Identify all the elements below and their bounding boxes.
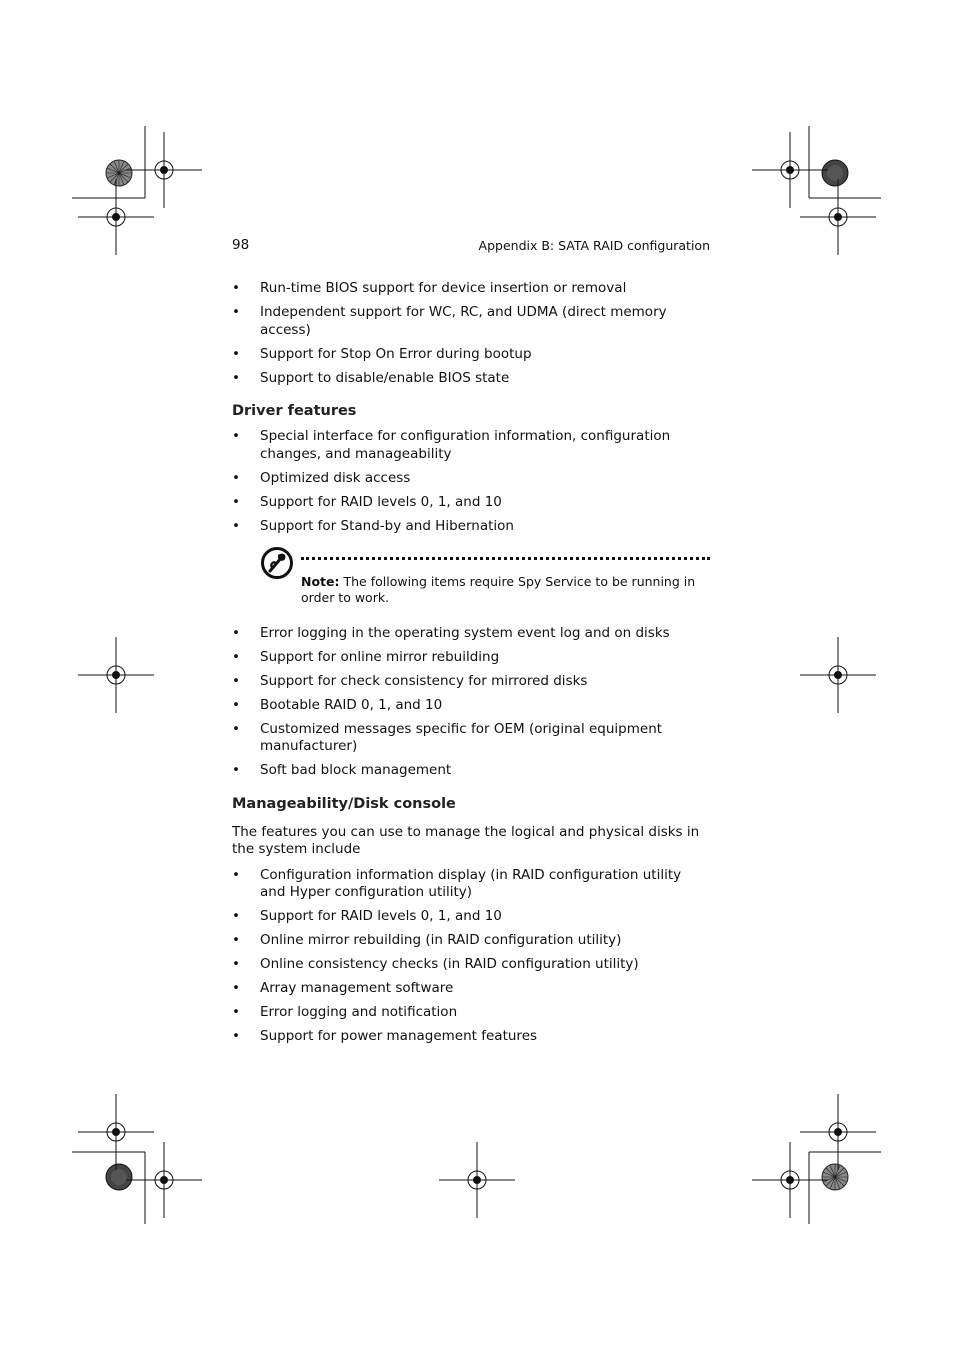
list-item: • Support for RAID levels 0, 1, and 10 <box>232 908 502 924</box>
list-item: • Customized messages specific for OEM (original equipment manufacturer) <box>232 720 663 754</box>
list-item: • Bootable RAID 0, 1, and 10 <box>232 696 443 713</box>
list-item: • Special interface for configuration information, configuration changes, and manageability <box>232 428 671 462</box>
note-label: Note: <box>301 573 340 589</box>
note-divider <box>301 557 710 560</box>
list-item: • Error logging in the operating system event log and on disks <box>232 624 670 641</box>
note-box <box>260 542 710 612</box>
spy-service-feature-list <box>232 625 710 780</box>
list-item: • Support for online mirror rebuilding <box>232 648 500 665</box>
bullet: • <box>232 624 240 641</box>
list-item: • Soft bad block management <box>232 762 452 778</box>
color-wheel-mark <box>822 160 848 186</box>
bullet: • <box>232 280 240 296</box>
bullet: • <box>232 517 240 534</box>
bullet: • <box>232 762 240 778</box>
bullet: • <box>232 980 240 996</box>
bullet: • <box>232 908 240 924</box>
section-heading-manageability: Manageability/Disk console <box>232 795 456 812</box>
bios-feature-list <box>232 280 710 387</box>
list-item: • Configuration information display (in RAID configuration utility and Hyper configuration utility) <box>232 866 682 900</box>
note-icon <box>260 546 294 580</box>
list-item: • Run-time BIOS support for device insertion or removal <box>232 280 627 296</box>
running-header: Appendix B: SATA RAID configuration <box>478 238 710 253</box>
page-body <box>232 280 710 1052</box>
bullet: • <box>232 720 240 737</box>
bullet: • <box>232 428 240 444</box>
list-item: • Support for check consistency for mirrored disks <box>232 672 588 689</box>
bullet: • <box>232 648 240 665</box>
bullet: • <box>232 1004 240 1020</box>
list-item: • Support for Stop On Error during bootup <box>232 345 532 362</box>
list-item: • Support to disable/enable BIOS state <box>232 369 510 386</box>
bullet: • <box>232 696 240 713</box>
bullet: • <box>232 345 240 362</box>
note-text: Note: The following items require Spy Service to be running in order to work. <box>301 573 696 605</box>
bullet: • <box>232 866 240 883</box>
list-item: • Online consistency checks (in RAID configuration utility) <box>232 956 639 972</box>
color-wheel-mark <box>106 1164 132 1190</box>
bullet: • <box>232 469 240 486</box>
list-item: • Support for power management features <box>232 1028 538 1044</box>
list-item: • Array management software <box>232 980 454 996</box>
driver-feature-list <box>232 428 710 535</box>
page-number: 98 <box>232 237 250 253</box>
list-item: • Online mirror rebuilding (in RAID configuration utility) <box>232 932 622 948</box>
bullet: • <box>232 956 240 972</box>
bullet: • <box>232 672 240 689</box>
intro-paragraph: The features you can use to manage the logical and physical disks in the system include <box>232 823 700 857</box>
bullet: • <box>232 1028 240 1044</box>
bullet: • <box>232 932 240 948</box>
color-wheel-mark <box>106 160 132 186</box>
bullet: • <box>232 369 240 386</box>
list-item: • Independent support for WC, RC, and UDMA (direct memory access) <box>232 304 667 338</box>
list-item: • Support for RAID levels 0, 1, and 10 <box>232 493 502 510</box>
list-item: • Error logging and notification <box>232 1004 458 1020</box>
bullet: • <box>232 493 240 510</box>
bullet: • <box>232 304 240 320</box>
color-wheel-mark <box>822 1164 848 1190</box>
manageability-feature-list <box>232 867 710 1046</box>
section-heading-driver-features: Driver features <box>232 403 357 419</box>
list-item: • Optimized disk access <box>232 469 411 486</box>
list-item: • Support for Stand-by and Hibernation <box>232 517 514 534</box>
